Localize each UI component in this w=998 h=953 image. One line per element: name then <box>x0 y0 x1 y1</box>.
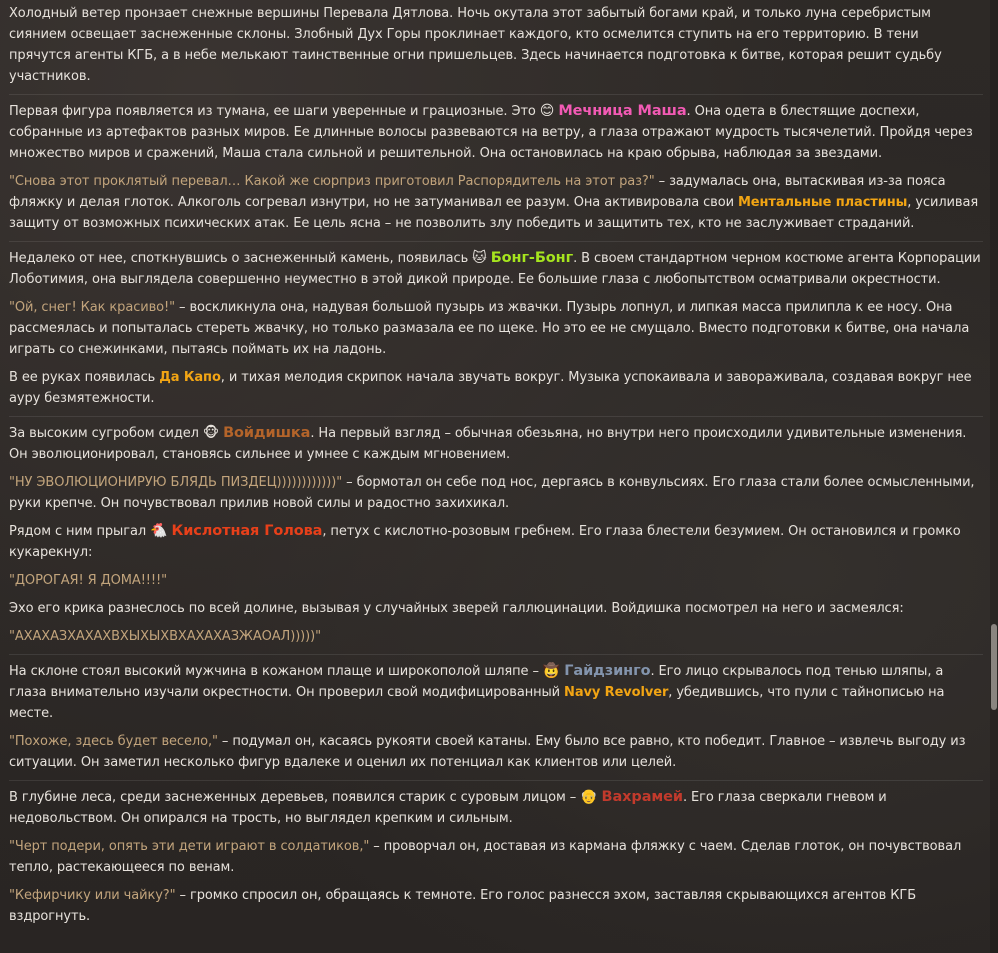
vakhramei-echo-text: – громко спросил он, обращаясь к темноте. Его голос разнесся эхом, заставляя скрывающихся агентов КГБ вздрогнуть. <box>9 888 917 924</box>
voidishka-description-text: . На первый взгляд – обычная обезьяна, но внутри него происходили удивительные изменения. Он эволюционировал, становясь сильнее и умнее с каждым мгновением. <box>9 426 967 462</box>
golova-intro-text: Рядом с ним прыгал <box>9 524 151 539</box>
intro-paragraph <box>9 3 983 87</box>
smiling-face-icon: 😊 <box>539 103 555 119</box>
cat-face-icon: 🐱 <box>472 250 487 266</box>
bong-quote: "Ой, снег! Как красиво!" <box>9 300 175 315</box>
golova-quote-paragraph <box>9 570 983 591</box>
golova-echo-paragraph <box>9 598 983 619</box>
masha-section <box>9 94 983 234</box>
gaidzingo-section <box>9 654 983 773</box>
gaidzingo-quote-paragraph <box>9 731 983 773</box>
bong-artifact-text-b: , и тихая мелодия скрипок начала звучать вокруг. Музыка успокаивала и завораживала, создавая вокруг нее ауру безмятежности. <box>9 370 972 406</box>
character-name-voidishka: Войдишка <box>223 425 311 441</box>
gaidzingo-action-text: – подумал он, касаясь рукояти своей катаны. Ему было все равно, кто победит. Главное – извлечь выгоду из ситуации. Он заметил несколько фигур вдалеке и оценил их потенциал как клиентов или целей. <box>9 734 966 770</box>
bong-artifact-paragraph <box>9 367 983 409</box>
voidishka-laugh-quote: "АХАХАЗХАХАХВХЫХЫХВХАХАХАЗЖАОАЛ)))))" <box>9 629 321 644</box>
gaidzingo-quote: "Похоже, здесь будет весело," <box>9 734 218 749</box>
bong-action-text: – воскликнула она, надувая большой пузырь из жвачки. Пузырь лопнул, и липкая масса прилипла к ее носу. Она рассмеялась и попыталась стереть жвачку, но только размазала ее по щеке. Но это ее не смущало. Вместо подготовки к битве, она начала играть со снежинками, пытаясь поймать их на ладонь. <box>9 300 970 357</box>
voidishka-quote-paragraph <box>9 472 983 514</box>
chicken-icon: 🐔 <box>150 523 168 539</box>
character-name-vakhramei: Вахрамей <box>601 789 683 805</box>
bong-intro-text: Недалеко от нее, споткнувшись о заснеженный камень, появилась <box>9 251 473 266</box>
bong-section <box>9 241 983 409</box>
character-name-gaidzingo: Гайдзинго <box>564 663 651 679</box>
monkey-face-icon: 🐵 <box>202 425 220 441</box>
vakhramei-quote: "Черт подери, опять эти дети играют в солдатиков," <box>9 839 370 854</box>
story-log <box>9 3 983 934</box>
intro-section <box>9 3 983 87</box>
vakhramei-section <box>9 780 983 927</box>
vakhramei-description-text: . Его глаза сверкали гневом и недовольством. Он опирался на трость, но выглядел крепким и сильным. <box>9 790 887 826</box>
character-name-bong: Бонг-Бонг <box>490 250 574 266</box>
artifact-mental-plates: Ментальные пластины <box>737 195 908 210</box>
vakhramei-intro-paragraph <box>9 787 983 829</box>
bong-intro-paragraph <box>9 248 983 290</box>
golova-echo-text: Эхо его крика разнеслось по всей долине, вызывая у случайных зверей галлюцинации. Войдишка посмотрел на него и засмеялся: <box>9 601 904 616</box>
masha-intro-text: Первая фигура появляется из тумана, ее шаги уверенные и грациозные. Это <box>9 104 540 119</box>
masha-goal-text: , усиливая защиту от возможных психических атак. Ее цель ясна – не позволить злу победить и защитить тех, кто не заслуживает страданий. <box>9 195 979 231</box>
gaidzingo-intro-text: На склоне стоял высокий мужчина в кожаном плаще и широкополой шляпе – <box>9 664 543 679</box>
gaidzingo-description-text: . Его лицо скрывалось под тенью шляпы, а глаза внимательно изучали окрестности. Он проверил свой модифицированный <box>9 664 944 700</box>
vertical-scrollbar[interactable] <box>990 0 998 953</box>
golova-description-text: , петух с кислотно-розовым гребнем. Его глаза блестели безумием. Он остановился и громко кукарекнул: <box>9 524 961 560</box>
voidishka-action-text: – бормотал он себе под нос, дергаясь в конвульсиях. Его глаза стали более осмысленными, руки крепче. Он почувствовал прилив новой силы и радостно захихикал. <box>9 475 975 511</box>
voidishka-section <box>9 416 983 647</box>
masha-quote: "Снова этот проклятый перевал… Какой же сюрприз приготовил Распорядитель на этот раз?" <box>9 174 655 189</box>
character-name-masha: Мечница Маша <box>558 103 687 119</box>
character-name-golova: Кислотная Голова <box>171 523 323 539</box>
old-man-icon: 👴 <box>580 789 598 805</box>
voidishka-intro-text: За высоким сугробом сидел <box>9 426 203 441</box>
vakhramei-action-text: – проворчал он, доставая из кармана фляжку с чаем. Сделав глоток, он почувствовал тепло, растекающееся по венам. <box>9 839 962 875</box>
bong-quote-paragraph <box>9 297 983 360</box>
voidishka-quote: "НУ ЭВОЛЮЦИОНИРУЮ БЛЯДЬ ПИЗДЕЦ))))))))))))" <box>9 475 343 490</box>
voidishka-intro-paragraph <box>9 423 983 465</box>
masha-quote-paragraph <box>9 171 983 234</box>
cowboy-face-icon: 🤠 <box>542 663 561 679</box>
masha-description-text: . Она одета в блестящие доспехи, собранные из артефактов разных миров. Ее длинные волосы развеваются на ветру, а глаза отражают мудрость тысячелетий. Пройдя через множество миров и сражений, Маша стала сильной и решительной. Она остановилась на краю обрыва, наблюдая за звездами. <box>9 104 973 161</box>
bong-description-text: . В своем стандартном черном костюме агента Корпорации Лоботимия, она выглядела совершенно неуместно в этой дикой природе. Ее большие глаза с любопытством осматривали окрестности. <box>9 251 981 287</box>
intro-text: Холодный ветер пронзает снежные вершины Перевала Дятлова. Ночь окутала этот забытый богами край, и только луна серебристым сиянием освещает заснеженные склоны. Злобный Дух Горы проклинает каждого, кто осмелится ступить на его территорию. В тени прячутся агенты КГБ, а в небе мелькают таинственные огни пришельцев. Здесь начинается подготовка к битве, которая решит судьбу участников. <box>9 6 942 84</box>
gaidzingo-intro-paragraph <box>9 661 983 724</box>
masha-action-text: – задумалась она, вытаскивая из-за пояса фляжку и делая глоток. Алкоголь согревал изнутри, но не затуманивал ее разум. Она активировала свои <box>9 174 946 210</box>
artifact-da-capo: Да Капо <box>159 370 221 385</box>
vakhramei-question-quote: "Кефирчику или чайку?" <box>9 888 176 903</box>
vakhramei-quote-paragraph <box>9 836 983 878</box>
artifact-navy-revolver: Navy Revolver <box>564 685 669 700</box>
voidishka-laugh-paragraph <box>9 626 983 647</box>
golova-intro-paragraph <box>9 521 983 563</box>
masha-intro-paragraph <box>9 101 983 164</box>
vakhramei-question-paragraph <box>9 885 983 927</box>
gaidzingo-bullets-text: , убедившись, что пули с тайнописью на месте. <box>9 685 945 721</box>
golova-quote: "ДОРОГАЯ! Я ДОМА!!!!" <box>9 573 168 588</box>
scrollbar-thumb[interactable] <box>991 624 997 710</box>
bong-artifact-text-a: В ее руках появилась <box>9 370 160 385</box>
vakhramei-intro-text: В глубине леса, среди заснеженных деревьев, появился старик с суровым лицом – <box>9 790 581 805</box>
